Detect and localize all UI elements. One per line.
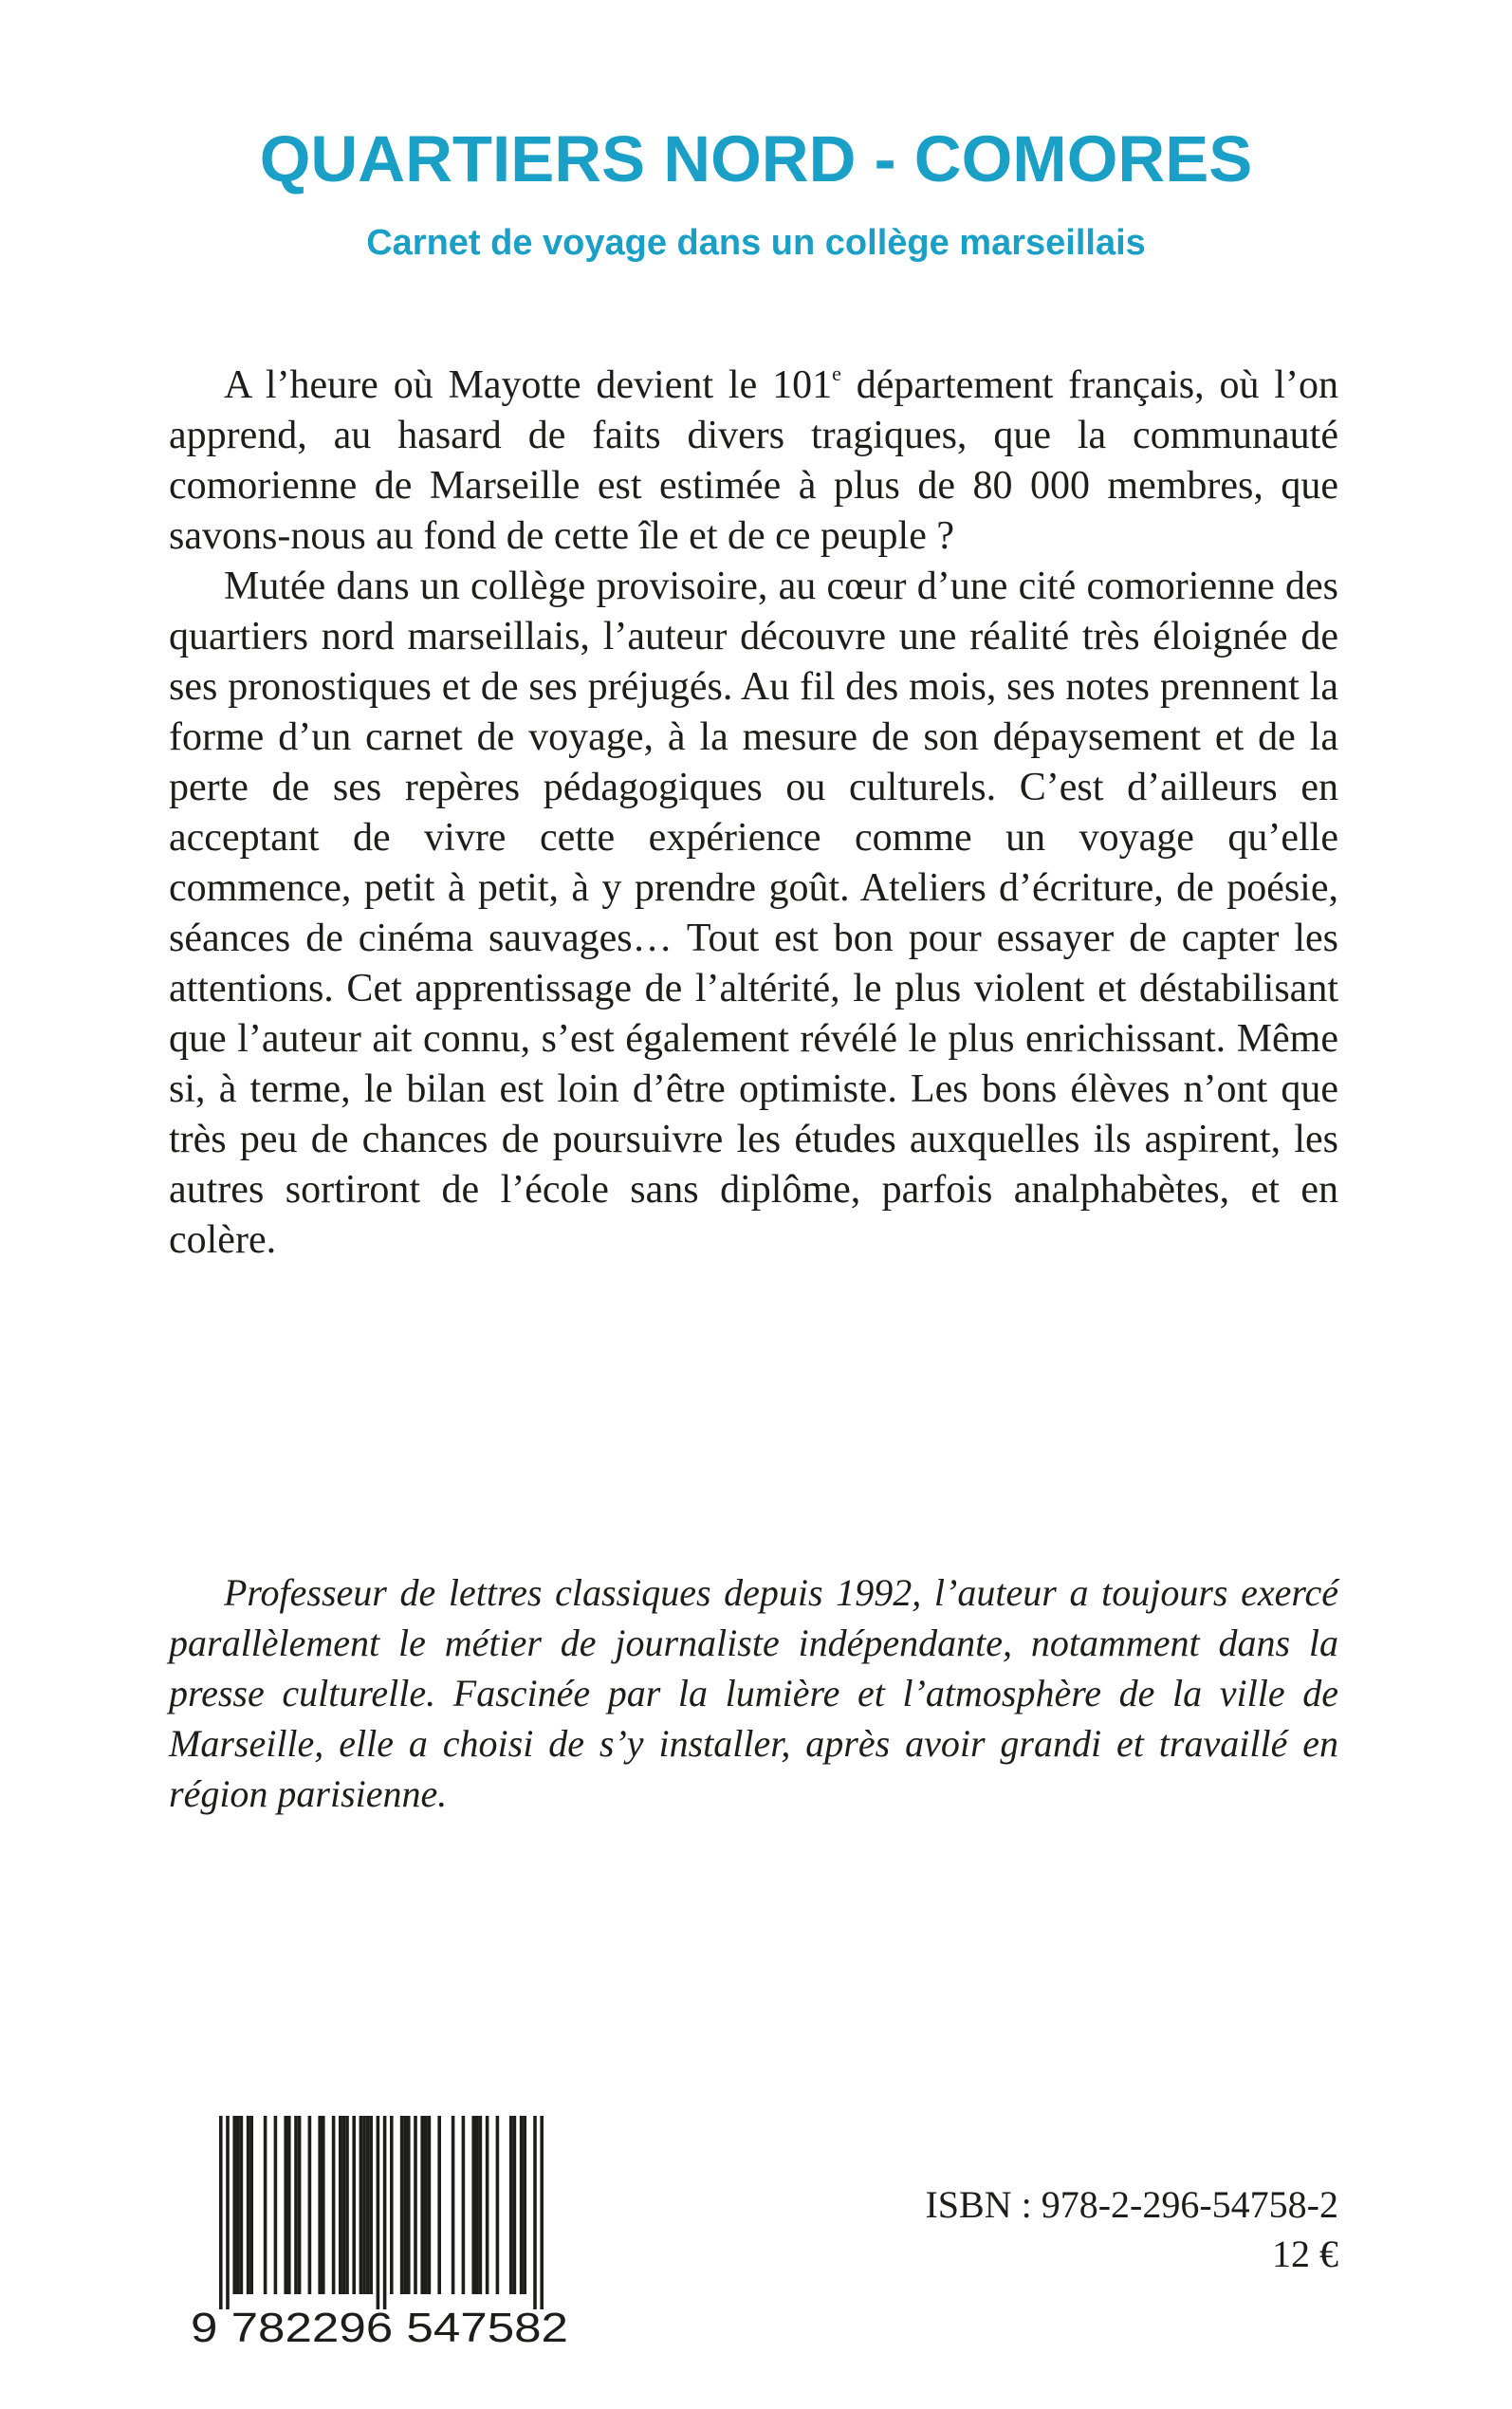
author-bio: Professeur de lettres classiques depuis 1992, l’auteur a toujours exercé parallèlement le métier de journaliste indépendante, notamment dans la presse culturelle. Fascinée par la lumière et l’atmosphère de la ville de Marseille, elle a choisi de s’y installer, après avoir grandi et travaillé en région parisienne. [169, 1571, 1338, 1815]
barcode-bar [226, 2116, 230, 2309]
barcode-bar [369, 2116, 373, 2294]
barcode-bar [284, 2116, 287, 2294]
barcode-bar [400, 2116, 404, 2294]
barcode-bar [366, 2116, 370, 2294]
barcode-bar [496, 2116, 500, 2294]
barcode-bar [475, 2116, 479, 2294]
barcode-bar [414, 2116, 417, 2294]
barcode-bar [249, 2116, 253, 2294]
barcode-bar [520, 2116, 524, 2294]
barcode-bar [360, 2116, 363, 2294]
barcode-bar [523, 2116, 526, 2294]
barcode-bar [540, 2116, 544, 2309]
barcode-bar [428, 2116, 432, 2294]
barcode-bar [533, 2116, 537, 2309]
barcode-bar [342, 2116, 346, 2294]
synopsis-paragraph-2: Mutée dans un collège provisoire, au cœur d’une cité comorienne des quartiers nord marseillais, l’auteur découvre une réalité très éloignée de ses pronostiques et de ses préjugés. Au fil des mois, ses notes prennent la forme d’un carnet de voyage, à la mesure de son dépaysement et de la perte de ses repères pédagogiques ou culturels. C’est d’ailleurs en acceptant de vivre cette expérience comme un voyage qu’elle commence, petit à petit, à y prendre goût. Ateliers d’écriture, de poésie, séances de cinéma sauvages… Tout est bon pour essayer de capter les attentions. Cet apprentissage de l’altérité, le plus violent et déstabilisant que l’auteur ait connu, s’est également révélé le plus enrichissant. Même si, à terme, le bilan est loin d’être optimiste. Les bons élèves n’ont que très peu de chances de poursuivre les études auxquelles ils aspirent, les autres sortiront de l’école sans diplôme, parfois analphabètes, et en colère. [169, 565, 1338, 1262]
barcode-bar [383, 2116, 387, 2309]
barcode-bar [247, 2116, 250, 2294]
barcode-bar [462, 2116, 466, 2294]
barcode-bar [479, 2116, 483, 2294]
barcode-bar [274, 2116, 278, 2294]
barcode-bar [232, 2116, 236, 2294]
synopsis-p1-start: A l’heure où Mayotte devient le 101 [224, 363, 833, 407]
synopsis-paragraph-1 [169, 361, 1338, 562]
book-subtitle: Carnet de voyage dans un collège marseillais [366, 223, 1146, 263]
barcode-digits: 9 782296 547582 [191, 2305, 568, 2345]
barcode-bar [424, 2116, 428, 2294]
isbn-number: ISBN : 978-2-296-54758-2 [925, 2183, 1338, 2226]
barcode-bar [236, 2116, 240, 2294]
barcode-bar [471, 2116, 475, 2294]
isbn-barcode [191, 2108, 570, 2345]
barcode-bar [322, 2116, 325, 2294]
synopsis [169, 361, 1338, 1266]
book-title: QUARTIERS NORD - COMORES [259, 122, 1253, 195]
barcode-bar [308, 2116, 312, 2294]
barcode-bar [240, 2116, 244, 2294]
barcode-bar [318, 2116, 322, 2294]
ordinal-superscript: e [832, 361, 841, 385]
barcode-bar [452, 2116, 455, 2294]
barcode-bar [390, 2116, 394, 2294]
barcode-bar [509, 2116, 513, 2294]
barcode-bar [407, 2116, 411, 2294]
barcode-bar [294, 2116, 298, 2294]
barcode-bar [219, 2116, 223, 2309]
barcode-bar [377, 2116, 380, 2309]
barcode-bar [352, 2116, 356, 2294]
book-price: 12 € [1272, 2233, 1338, 2275]
barcode-bar [345, 2116, 349, 2294]
barcode-bar [298, 2116, 302, 2294]
barcode-bar [287, 2116, 291, 2294]
barcode-bar [420, 2116, 424, 2294]
barcode-bar [332, 2116, 336, 2294]
barcode-bar [403, 2116, 407, 2294]
barcode-bar [437, 2116, 441, 2294]
synopsis-p1-end: département français, où l’on apprend, au hasard de faits divers tragiques, que la communauté comorienne de Marseille est estimée à plus de 80 000 membres, que savons-nous au fond de cette île et de ce peuple ? [169, 363, 1338, 558]
barcode-bar [264, 2116, 267, 2294]
barcode-bar [362, 2116, 366, 2294]
barcode-bar [339, 2116, 342, 2294]
barcode-bar [513, 2116, 517, 2294]
barcode-bar [486, 2116, 489, 2294]
